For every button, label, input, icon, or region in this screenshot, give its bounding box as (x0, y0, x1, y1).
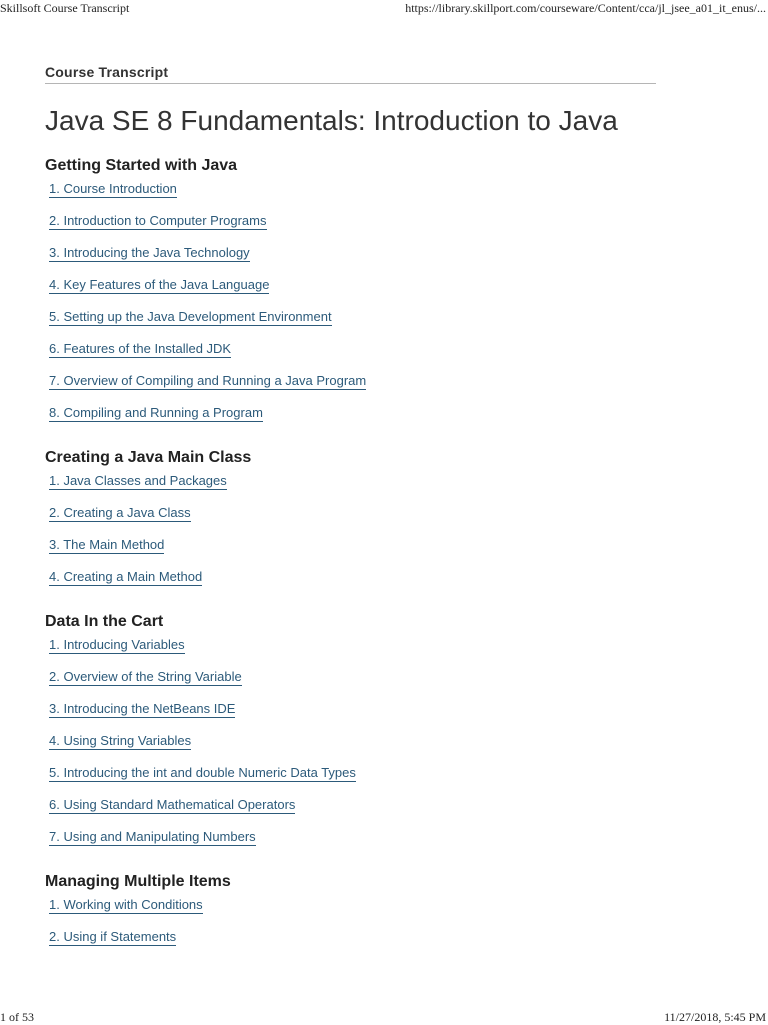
list-item (45, 340, 656, 372)
lesson-link[interactable]: 6. Features of the Installed JDK (49, 341, 232, 356)
list-item (45, 896, 656, 928)
section-title: Managing Multiple Items (45, 873, 231, 890)
list-item (45, 568, 656, 600)
section-title: Creating a Java Main Class (45, 449, 252, 466)
lesson-link[interactable]: 2. Creating a Java Class (49, 505, 191, 520)
course-transcript-label: Course Transcript (45, 64, 656, 84)
lesson-link[interactable]: 3. Introducing the Java Technology (49, 245, 250, 260)
list-item (45, 796, 656, 828)
list-item (45, 276, 656, 308)
page-title: Java SE 8 Fundamentals: Introduction to Java (45, 105, 618, 136)
section-title: Data In the Cart (45, 613, 164, 630)
print-header-url: https://library.skillport.com/courseware/Content/cca/jl_jsee_a01_it_enus/... (405, 1, 766, 15)
print-datetime: 11/27/2018, 5:45 PM (664, 1010, 766, 1024)
list-item (45, 372, 656, 404)
lesson-link[interactable]: 1. Course Introduction (49, 181, 177, 196)
print-footer (0, 1009, 768, 1025)
transcript-content (45, 64, 656, 960)
lesson-link[interactable]: 2. Overview of the String Variable (49, 669, 242, 684)
lesson-link[interactable]: 7. Using and Manipulating Numbers (49, 829, 256, 844)
list-item (45, 732, 656, 764)
section (45, 156, 656, 436)
list-item (45, 308, 656, 340)
list-item (45, 928, 656, 960)
section (45, 448, 656, 600)
lesson-link[interactable]: 1. Working with Conditions (49, 897, 203, 912)
list-item (45, 244, 656, 276)
list-item (45, 536, 656, 568)
lesson-list (45, 472, 656, 600)
list-item (45, 472, 656, 504)
lesson-link[interactable]: 4. Creating a Main Method (49, 569, 203, 584)
lesson-link[interactable]: 3. Introducing the NetBeans IDE (49, 701, 236, 716)
lesson-list (45, 896, 656, 960)
section (45, 872, 656, 960)
list-item (45, 212, 656, 244)
sections-container (45, 156, 656, 960)
print-header (0, 0, 768, 16)
lesson-link[interactable]: 2. Introduction to Computer Programs (49, 213, 267, 228)
section (45, 612, 656, 860)
lesson-link[interactable]: 8. Compiling and Running a Program (49, 405, 263, 420)
lesson-link[interactable]: 4. Using String Variables (49, 733, 192, 748)
lesson-list (45, 636, 656, 860)
list-item (45, 764, 656, 796)
lesson-link[interactable]: 6. Using Standard Mathematical Operators (49, 797, 296, 812)
lesson-link[interactable]: 3. The Main Method (49, 537, 165, 552)
lesson-link[interactable]: 2. Using if Statements (49, 929, 177, 944)
section-title: Getting Started with Java (45, 157, 238, 174)
print-header-title: Skillsoft Course Transcript (0, 1, 130, 15)
lesson-list (45, 180, 656, 436)
lesson-link[interactable]: 7. Overview of Compiling and Running a Java Program (49, 373, 367, 388)
list-item (45, 828, 656, 860)
page-count: 1 of 53 (0, 1010, 34, 1024)
list-item (45, 504, 656, 536)
lesson-link[interactable]: 1. Introducing Variables (49, 637, 185, 652)
list-item (45, 180, 656, 212)
list-item (45, 668, 656, 700)
lesson-link[interactable]: 4. Key Features of the Java Language (49, 277, 270, 292)
list-item (45, 404, 656, 436)
list-item (45, 636, 656, 668)
lesson-link[interactable]: 5. Setting up the Java Development Environment (49, 309, 332, 324)
list-item (45, 700, 656, 732)
lesson-link[interactable]: 1. Java Classes and Packages (49, 473, 227, 488)
lesson-link[interactable]: 5. Introducing the int and double Numeric Data Types (49, 765, 356, 780)
